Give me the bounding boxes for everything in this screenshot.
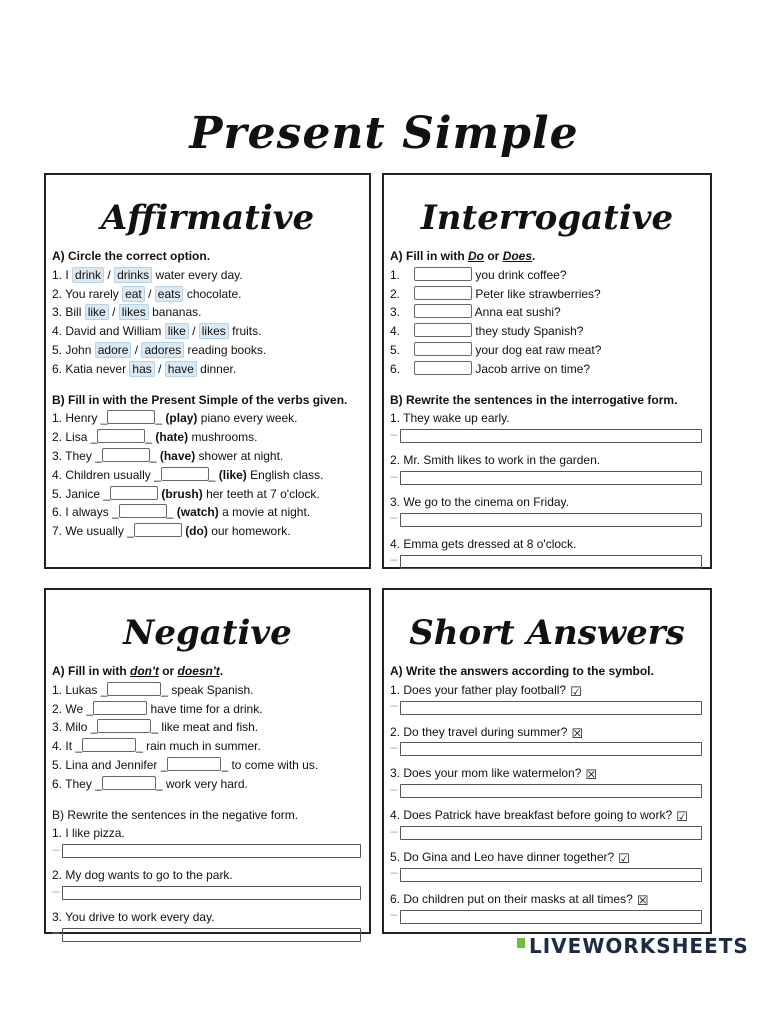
answer-input[interactable] bbox=[400, 513, 702, 527]
short-answer-row: --- bbox=[390, 701, 702, 715]
option-1[interactable]: like bbox=[85, 304, 109, 320]
answer-input[interactable] bbox=[400, 555, 702, 569]
cross-icon: ☒ bbox=[636, 892, 649, 908]
fill-dont-doesnt-item: 1. Lukas _ _ speak Spanish. bbox=[52, 682, 254, 697]
answer-blank[interactable] bbox=[119, 504, 167, 518]
fill-dont-doesnt-item: 5. Lina and Jennifer _ _ to come with us. bbox=[52, 757, 319, 772]
cross-icon: ☒ bbox=[571, 725, 584, 741]
rewrite-prompt: 1. They wake up early. bbox=[390, 411, 510, 426]
circle-item: 4. David and William like / likes fruits. bbox=[52, 324, 262, 339]
negative-title: Negative bbox=[123, 613, 292, 653]
answer-blank[interactable] bbox=[107, 682, 161, 696]
rewrite-prompt: 3. We go to the cinema on Friday. bbox=[390, 494, 569, 509]
circle-item: 3. Bill like / likes bananas. bbox=[52, 305, 202, 320]
option-2[interactable]: eats bbox=[155, 286, 184, 302]
answer-input[interactable] bbox=[400, 471, 702, 485]
short-answer-row: --- bbox=[390, 868, 702, 882]
negative-section-a-heading: A) Fill in with don't or doesn't. bbox=[52, 664, 224, 678]
negative-panel bbox=[44, 588, 371, 940]
answer-input[interactable] bbox=[400, 429, 702, 443]
option-2[interactable]: drinks bbox=[114, 267, 152, 283]
circle-item: 5. John adore / adores reading books. bbox=[52, 342, 267, 357]
affirmative-section-a-heading: A) Circle the correct option. bbox=[52, 249, 211, 263]
interrogative-section-b-heading: B) Rewrite the sentences in the interrogative form. bbox=[390, 392, 678, 407]
affirmative-title: Affirmative bbox=[100, 198, 315, 238]
answer-input[interactable] bbox=[400, 826, 702, 840]
short-answer-question: 4. Does Patrick have breakfast before going to work? ☑ bbox=[390, 808, 688, 825]
rewrite-answer-row: --- bbox=[390, 513, 702, 527]
option-1[interactable]: like bbox=[165, 323, 189, 339]
fill-verb-item: 1. Henry _ _ (play) piano every week. bbox=[52, 411, 298, 426]
answer-blank[interactable] bbox=[414, 361, 472, 375]
fill-verb-item: 5. Janice _ (brush) her teeth at 7 o'clock. bbox=[52, 486, 320, 501]
interrogative-section-a-heading: A) Fill in with Do or Does. bbox=[390, 249, 536, 263]
circle-item: 1. I drink / drinks water every day. bbox=[52, 267, 243, 282]
answer-blank[interactable] bbox=[134, 523, 182, 537]
fill-dont-doesnt-item: 6. They _ _ work very hard. bbox=[52, 776, 248, 791]
check-icon: ☑ bbox=[676, 809, 688, 825]
rewrite-answer-row: --- bbox=[52, 886, 361, 900]
option-1[interactable]: has bbox=[129, 361, 154, 377]
short-answers-heading: A) Write the answers according to the symbol. bbox=[390, 664, 654, 678]
short-answers-title: Short Answers bbox=[409, 613, 685, 653]
option-2[interactable]: adores bbox=[141, 342, 184, 358]
short-answer-row: --- bbox=[390, 742, 702, 756]
negative-section-b-heading: B) Rewrite the sentences in the negative form. bbox=[52, 807, 299, 822]
cross-icon: ☒ bbox=[585, 767, 598, 783]
option-1[interactable]: drink bbox=[72, 267, 104, 283]
answer-blank[interactable] bbox=[82, 738, 136, 752]
rewrite-prompt: 2. Mr. Smith likes to work in the garden. bbox=[390, 453, 601, 468]
rewrite-answer-row: --- bbox=[390, 429, 702, 443]
fill-verb-item: 6. I always _ _ (watch) a movie at night. bbox=[52, 505, 311, 520]
answer-blank[interactable] bbox=[414, 286, 472, 300]
interrogative-panel bbox=[382, 173, 712, 569]
fill-do-does-item: 6. Jacob arrive on time? bbox=[390, 361, 591, 376]
worksheet-title: Present Simple bbox=[189, 108, 579, 159]
answer-input[interactable] bbox=[62, 928, 361, 942]
interrogative-title: Interrogative bbox=[420, 198, 674, 238]
answer-input[interactable] bbox=[400, 701, 702, 715]
fill-verb-item: 4. Children usually _ _ (like) English class. bbox=[52, 467, 324, 482]
short-answer-question: 3. Does your mom like watermelon? ☒ bbox=[390, 766, 598, 783]
brand-logo-icon bbox=[517, 938, 525, 948]
option-2[interactable]: have bbox=[165, 361, 197, 377]
answer-blank[interactable] bbox=[110, 486, 158, 500]
answer-blank[interactable] bbox=[161, 467, 209, 481]
option-2[interactable]: likes bbox=[119, 304, 149, 320]
rewrite-prompt: 1. I like pizza. bbox=[52, 826, 125, 841]
fill-do-does-item: 1. you drink coffee? bbox=[390, 267, 567, 282]
fill-do-does-item: 5. your dog eat raw meat? bbox=[390, 342, 602, 357]
fill-verb-item: 3. They _ _ (have) shower at night. bbox=[52, 448, 284, 463]
brand-text: LIVEWORKSHEETS bbox=[529, 934, 749, 958]
short-answer-row: --- bbox=[390, 910, 702, 924]
check-icon: ☑ bbox=[618, 850, 630, 866]
option-1[interactable]: eat bbox=[122, 286, 145, 302]
short-answer-row: --- bbox=[390, 784, 702, 798]
circle-item: 6. Katia never has / have dinner. bbox=[52, 361, 237, 376]
answer-input[interactable] bbox=[62, 886, 361, 900]
rewrite-answer-row: --- bbox=[390, 555, 702, 569]
answer-blank[interactable] bbox=[102, 776, 156, 790]
rewrite-answer-row: --- bbox=[390, 471, 702, 485]
option-2[interactable]: likes bbox=[199, 323, 229, 339]
short-answer-question: 2. Do they travel during summer? ☒ bbox=[390, 724, 584, 741]
fill-dont-doesnt-item: 2. We _ have time for a drink. bbox=[52, 701, 263, 716]
short-answers-panel bbox=[382, 588, 712, 934]
affirmative-section-b-heading: B) Fill in with the Present Simple of the verbs given. bbox=[52, 392, 348, 407]
fill-do-does-item: 4. they study Spanish? bbox=[390, 324, 584, 339]
answer-input[interactable] bbox=[62, 844, 361, 858]
check-icon: ☑ bbox=[570, 683, 582, 699]
option-1[interactable]: adore bbox=[95, 342, 132, 358]
affirmative-panel bbox=[44, 173, 371, 569]
short-answer-question: 1. Does your father play football? ☑ bbox=[390, 682, 582, 699]
short-answer-question: 6. Do children put on their masks at all times? ☒ bbox=[390, 891, 649, 908]
short-answer-row: --- bbox=[390, 826, 702, 840]
answer-blank[interactable] bbox=[97, 429, 145, 443]
fill-do-does-item: 2. Peter like strawberries? bbox=[390, 286, 601, 301]
answer-input[interactable] bbox=[400, 742, 702, 756]
answer-input[interactable] bbox=[400, 784, 702, 798]
fill-dont-doesnt-item: 3. Milo _ _ like meat and fish. bbox=[52, 720, 259, 735]
liveworksheets-brand bbox=[517, 934, 749, 958]
answer-input[interactable] bbox=[400, 868, 702, 882]
rewrite-prompt: 2. My dog wants to go to the park. bbox=[52, 868, 233, 883]
answer-blank[interactable] bbox=[414, 304, 472, 318]
answer-blank[interactable] bbox=[97, 719, 151, 733]
fill-verb-item: 2. Lisa _ _ (hate) mushrooms. bbox=[52, 430, 258, 445]
rewrite-answer-row: --- bbox=[52, 928, 361, 942]
rewrite-prompt: 4. Emma gets dressed at 8 o'clock. bbox=[390, 536, 577, 551]
circle-item: 2. You rarely eat / eats chocolate. bbox=[52, 286, 242, 301]
answer-blank[interactable] bbox=[414, 267, 472, 281]
fill-do-does-item: 3. Anna eat sushi? bbox=[390, 305, 561, 320]
answer-blank[interactable] bbox=[102, 448, 150, 462]
short-answer-question: 5. Do Gina and Leo have dinner together? ☑ bbox=[390, 849, 630, 866]
answer-blank[interactable] bbox=[93, 701, 147, 715]
answer-blank[interactable] bbox=[414, 323, 472, 337]
answer-blank[interactable] bbox=[167, 757, 221, 771]
answer-blank[interactable] bbox=[414, 342, 472, 356]
fill-dont-doesnt-item: 4. It _ _ rain much in summer. bbox=[52, 739, 261, 754]
fill-verb-item: 7. We usually _ (do) our homework. bbox=[52, 524, 291, 539]
rewrite-prompt: 3. You drive to work every day. bbox=[52, 909, 215, 924]
rewrite-answer-row: --- bbox=[52, 844, 361, 858]
answer-blank[interactable] bbox=[107, 410, 155, 424]
answer-input[interactable] bbox=[400, 910, 702, 924]
